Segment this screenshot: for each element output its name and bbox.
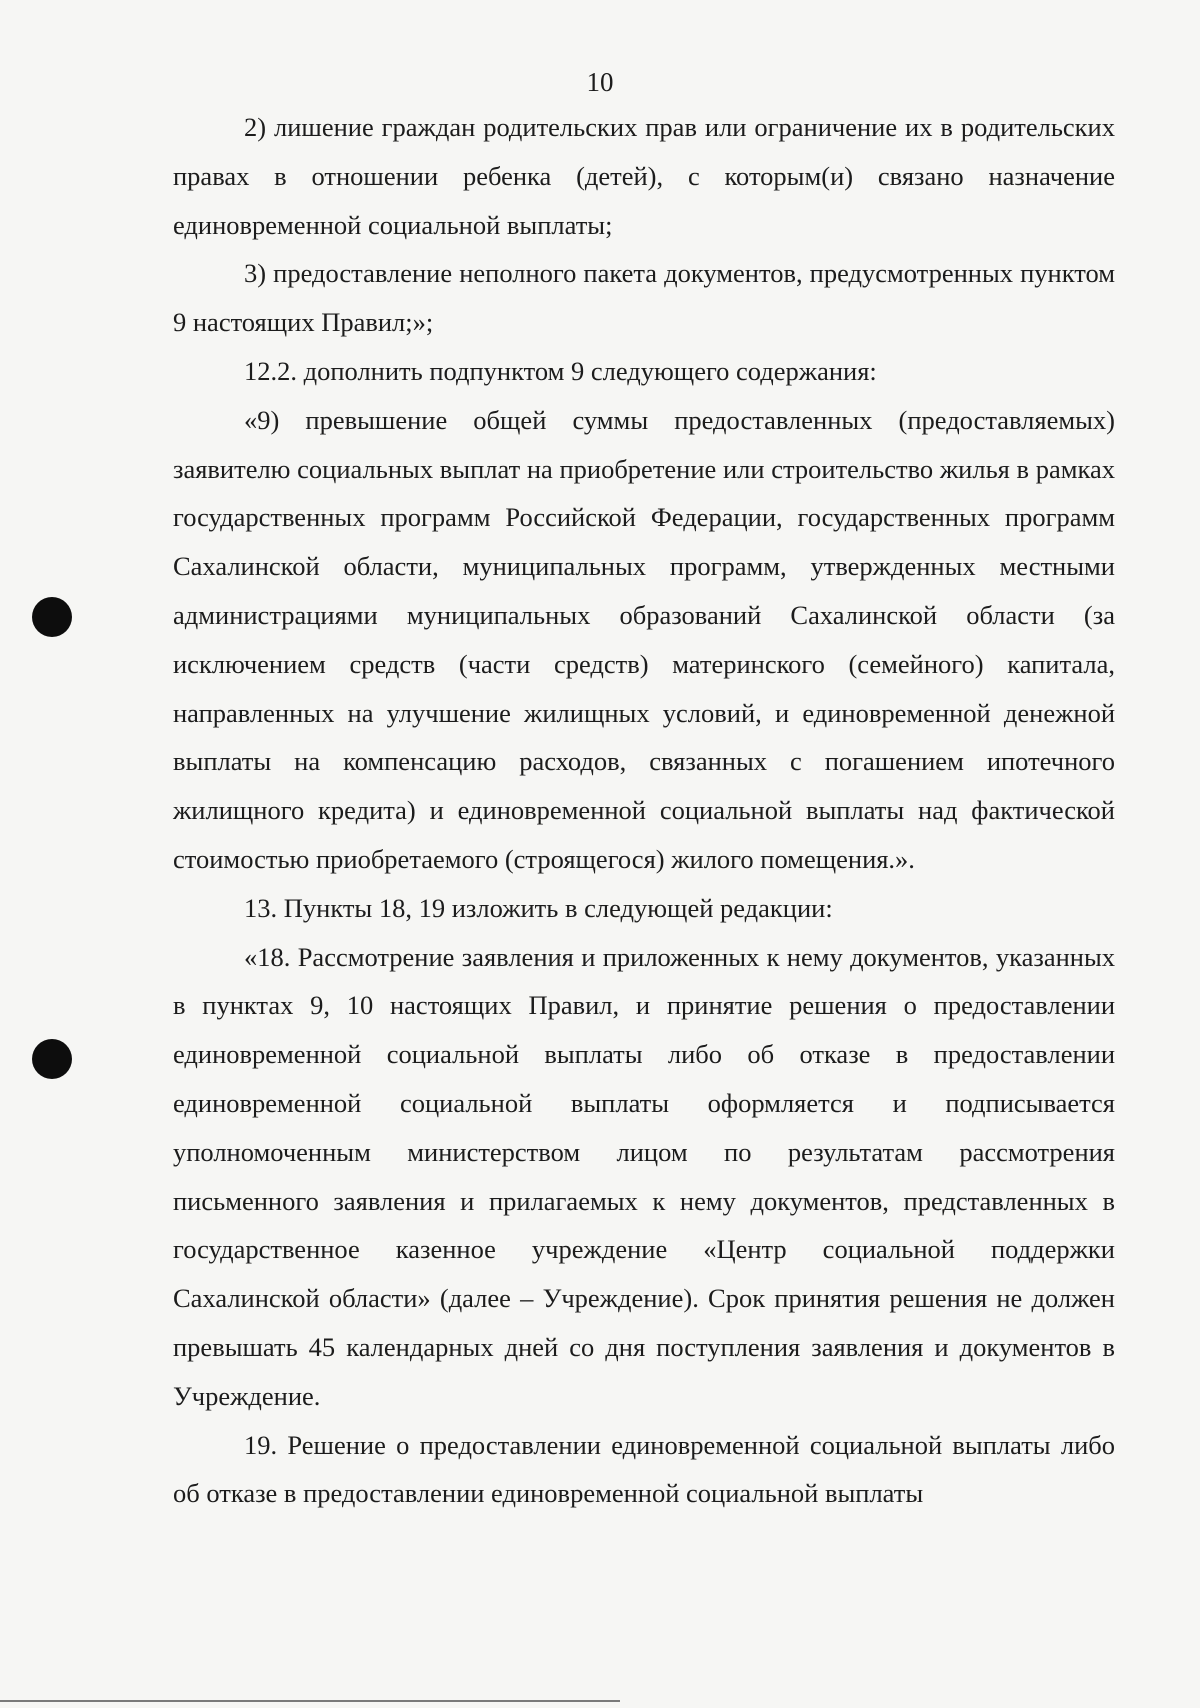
punch-hole-mark [32, 1039, 72, 1079]
punch-hole-mark [32, 597, 72, 637]
page-number: 10 [586, 67, 614, 97]
paragraph-item-3: 3) предоставление неполного пакета документов, предусмотренных пунктом 9 настоящих Правил;»; [173, 258, 1115, 338]
scan-edge-line [0, 1700, 620, 1702]
paragraph-18: «18. Рассмотрение заявления и приложенных к нему документов, указанных в пунктах 9, 10 настоящих Правил, и принятие решения о предоставлении единовременной социальной выплаты либо об отказе в предоставлении единовременной социальной выплаты оформляется и подписывается уполномоченным министерством лицом по результатам рассмотрения письменного заявления и прилагаемых к нему документов, представленных в государственное казенное учреждение «Центр социальной поддержки Сахалинской области» (далее – Учреждение). Срок принятия решения не должен превышать 45 календарных дней со дня поступления заявления и документов в Учреждение. [173, 941, 1115, 1411]
paragraph-12-2: 12.2. дополнить подпунктом 9 следующего содержания: [244, 355, 877, 386]
document-body [173, 103, 1115, 1518]
paragraph-item-9: «9) превышение общей суммы предоставленных (предоставляемых) заявителю социальных выплат на приобретение или строительство жилья в рамках государственных программ Российской Федерации, государственных программ Сахалинской области, муниципальных программ, утвержденных местными администрациями муниципальных образований Сахалинской области (за исключением средств (части средств) материнского (семейного) капитала, направленных на улучшение жилищных условий, и единовременной денежной выплаты на компенсацию расходов, связанных с погашением ипотечного жилищного кредита) и единовременной социальной выплаты над фактической стоимостью приобретаемого (строящегося) жилого помещения.». [173, 404, 1115, 874]
paragraph-item-2: 2) лишение граждан родительских прав или ограничение их в родительских правах в отношении ребенка (детей), с которым(и) связано назначение единовременной социальной выплаты; [173, 112, 1115, 240]
paragraph-19: 19. Решение о предоставлении единовременной социальной выплаты либо об отказе в предоставлении единовременной социальной выплаты [173, 1429, 1115, 1509]
paragraph-13: 13. Пункты 18, 19 изложить в следующей редакции: [244, 892, 833, 923]
